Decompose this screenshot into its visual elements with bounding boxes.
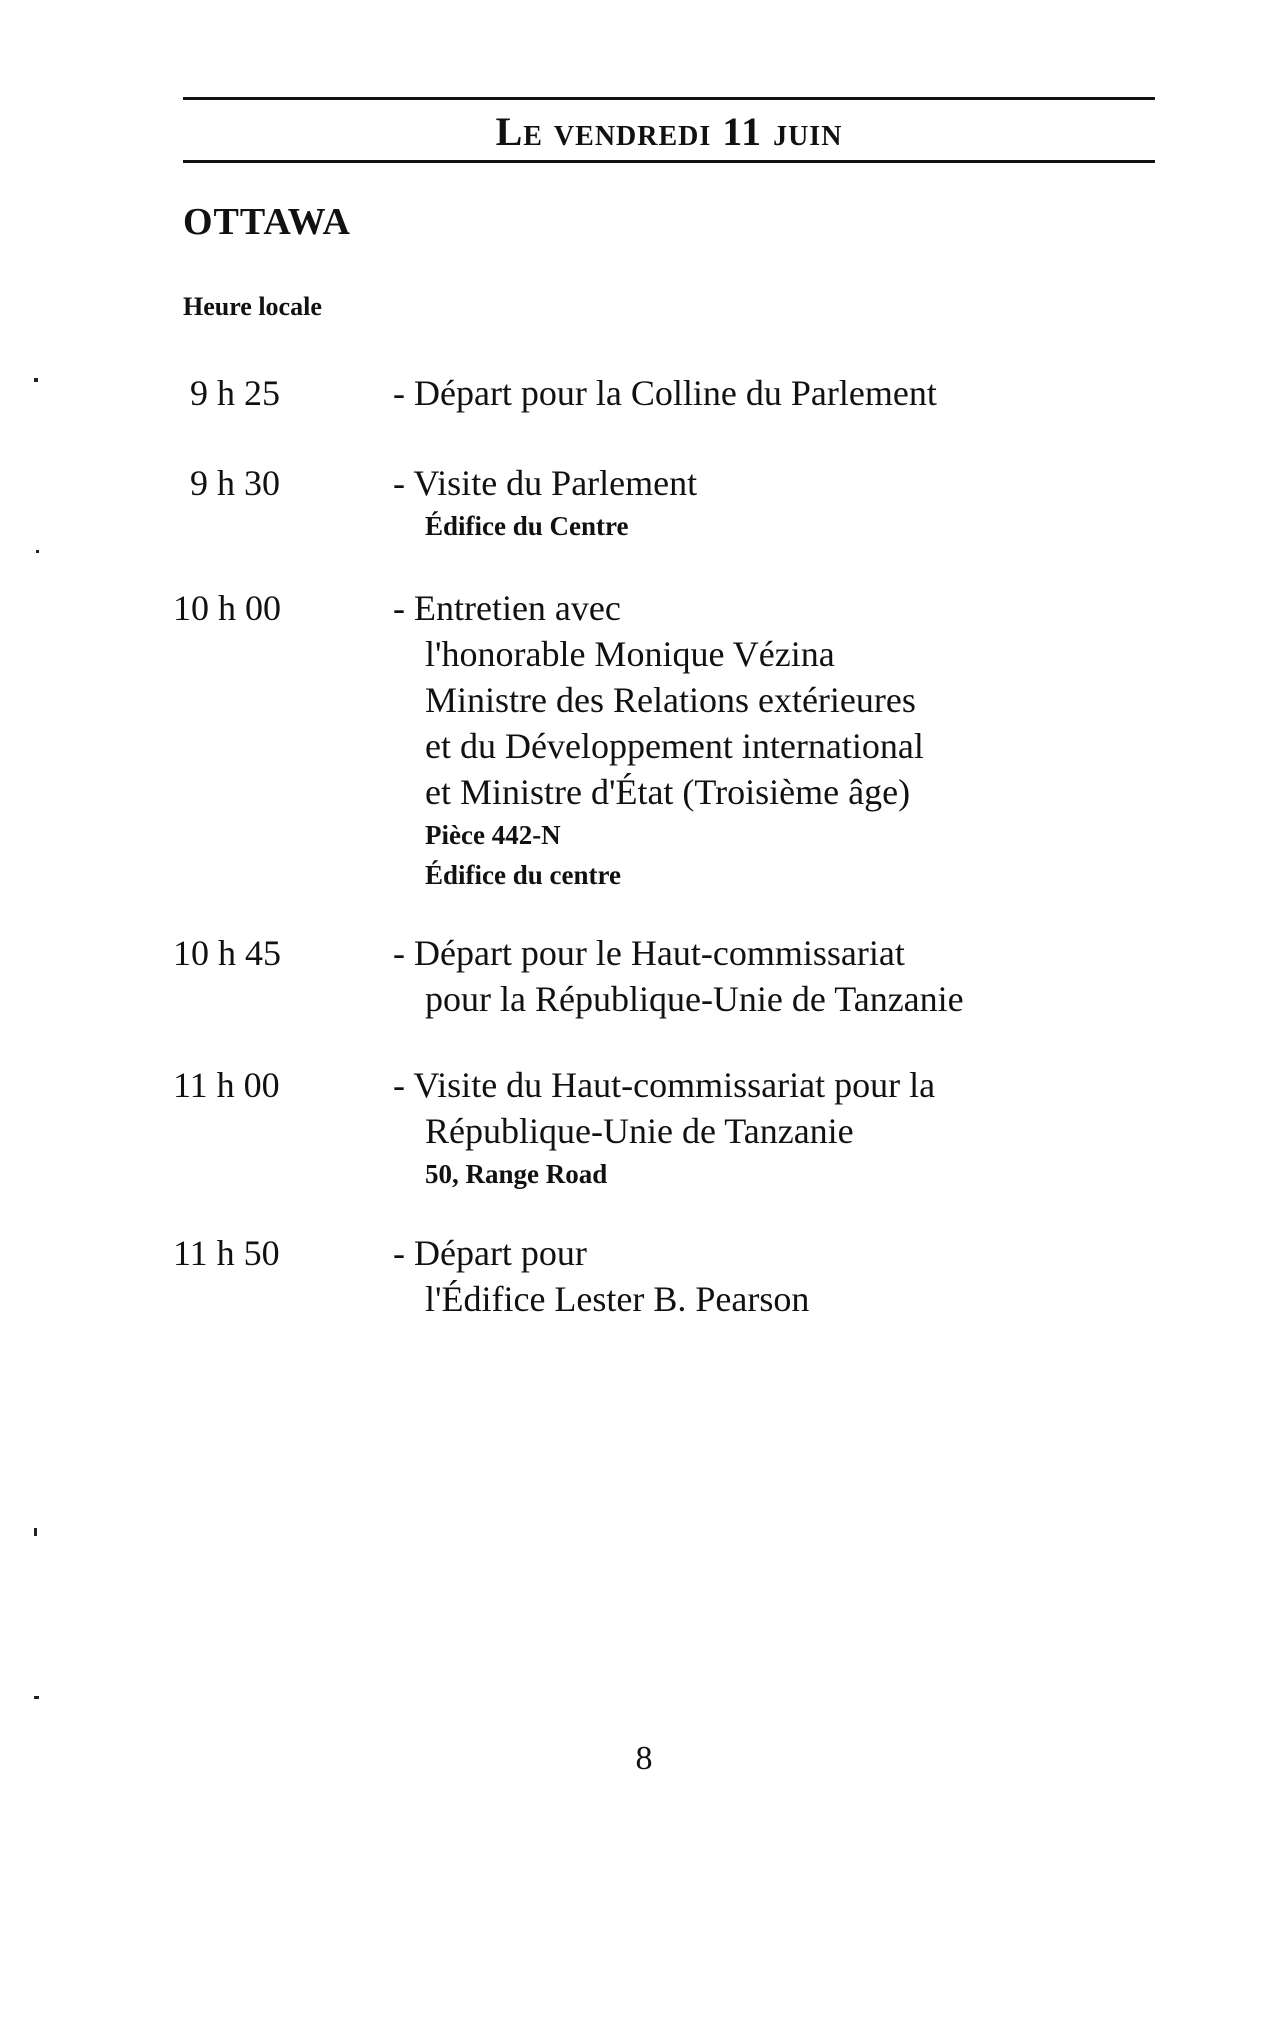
entry-line: - Départ pour la Colline du Parlement — [393, 373, 937, 413]
entry-description — [393, 370, 1193, 416]
entry-line: et du Développement international — [425, 726, 924, 766]
entry-time: 9 h 25 — [190, 373, 280, 413]
entry-line: et Ministre d'État (Troisième âge) — [425, 772, 911, 812]
entry-time: 10 h 45 — [173, 933, 281, 973]
entry-line: - Départ pour le Haut-commissariat — [393, 933, 905, 973]
entry-time: 11 h 00 — [173, 1065, 280, 1105]
header-rule-top — [183, 97, 1155, 100]
scan-speck — [36, 550, 39, 553]
page-title: Le vendredi 11 juin — [495, 109, 843, 154]
entry-description — [393, 460, 1193, 546]
page-number: 8 — [635, 1740, 653, 1777]
entry-line: Ministre des Relations extérieures — [425, 680, 916, 720]
scan-speck — [34, 1696, 39, 1699]
entry-line: - Visite du Parlement — [393, 463, 698, 503]
entry-line: République-Unie de Tanzanie — [425, 1111, 854, 1151]
entry-description — [393, 585, 1193, 895]
entry-line: pour la République-Unie de Tanzanie — [425, 979, 964, 1019]
entry-line: l'honorable Monique Vézina — [425, 634, 835, 674]
entry-line: - Visite du Haut-commissariat pour la — [393, 1065, 936, 1105]
local-time-label: Heure locale — [183, 292, 322, 321]
entry-time: 9 h 30 — [190, 463, 280, 503]
city-heading: OTTAWA — [183, 201, 351, 243]
entry-line: - Entretien avec — [393, 588, 621, 628]
entry-location: Édifice du centre — [425, 860, 621, 890]
entry-location: Pièce 442-N — [425, 820, 561, 850]
entry-line: l'Édifice Lester B. Pearson — [425, 1279, 810, 1319]
entry-time: 11 h 50 — [173, 1233, 280, 1273]
entry-line: - Départ pour — [393, 1233, 587, 1273]
entry-location: Édifice du Centre — [425, 511, 629, 541]
entry-location: 50, Range Road — [425, 1159, 608, 1189]
entry-time: 10 h 00 — [173, 588, 281, 628]
entry-description — [393, 1230, 1193, 1322]
entry-description — [393, 1062, 1193, 1194]
header-rule-bottom — [183, 160, 1155, 163]
scan-speck — [34, 378, 38, 382]
entry-description — [393, 930, 1193, 1022]
scan-speck — [34, 1528, 37, 1536]
